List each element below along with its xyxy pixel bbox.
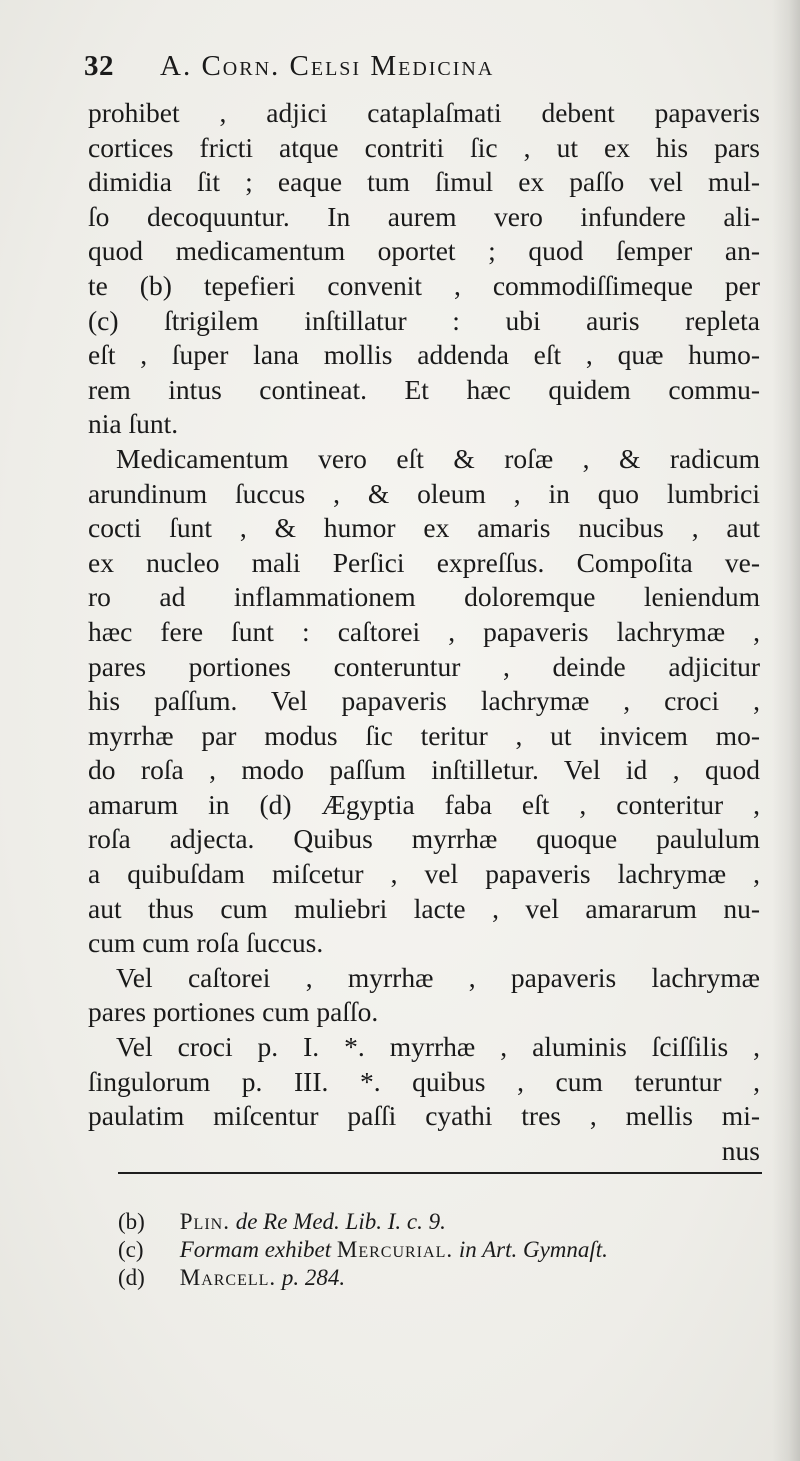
footnote-rule (118, 1172, 762, 1174)
catchword: nus (721, 1134, 760, 1166)
text-line: his paſſum. Vel papaveris lachrymæ , croci , (88, 685, 760, 717)
text-line: do roſa , modo paſſum inſtilletur. Vel id , quod (88, 754, 760, 786)
text-line: cum cum roſa ſuccus. (88, 927, 324, 959)
text-line: prohibet , adjici cataplaſmati debent papaveris (88, 97, 760, 128)
text-line: amarum in (d) Ægyptia faba eſt , conteritur , (88, 788, 760, 820)
text-line: (c) ſtrigilem inſtillatur : ubi auris repleta (88, 304, 760, 336)
text-line: paulatim miſcentur paſſi cyathi tres , mellis mi- (88, 1100, 760, 1132)
text-line: a quibuſdam miſcetur , vel papaveris lachrymæ , (88, 858, 760, 890)
text-line: roſa adjecta. Quibus myrrhæ quoque paululum (88, 823, 760, 855)
footnotes (118, 1208, 768, 1292)
text-line: arundinum ſuccus , & oleum , in quo lumbrici (88, 477, 760, 509)
paragraph-start-line: Vel croci p. I. *. myrrhæ , aluminis ſciſſilis , (116, 1031, 760, 1063)
text-line: ro ad inflammationem doloremque leniendum (88, 581, 760, 613)
text-line: ſo decoquuntur. In aurem vero infundere ali- (88, 200, 760, 232)
text-line: dimidia ſit ; eaque tum ſimul ex paſſo vel mul- (88, 166, 760, 198)
text-line: aut thus cum muliebri lacte , vel amararum nu- (88, 892, 760, 924)
text-line: pares portiones cum paſſo. (88, 996, 379, 1028)
footnote-author: Plin. (179, 1209, 230, 1234)
footnote-marker: (b) (118, 1209, 145, 1234)
text-line: ſingulorum p. III. *. quibus , cum teruntur , (88, 1065, 760, 1097)
text-line: te (b) tepefieri convenit , commodiſſimeque per (88, 269, 760, 301)
footnote-marker: (d) (118, 1265, 145, 1290)
page-gutter-shadow (772, 0, 800, 1461)
page-header (84, 50, 764, 90)
text-line: cocti ſunt , & humor ex amaris nucibus , aut (88, 512, 760, 544)
text-line: myrrhæ par modus ſic teritur , ut invicem mo- (88, 719, 760, 751)
text-line: rem intus contineat. Et hæc quidem commu- (88, 373, 760, 405)
body-text (88, 96, 760, 1168)
text-line: hæc fere ſunt : caſtorei , papaveris lachrymæ , (88, 615, 760, 647)
page-number: 32 (84, 50, 114, 82)
footnote-author: Mercurial. (336, 1237, 454, 1262)
footnote-text: Formam exhibet (179, 1237, 332, 1262)
running-head: A. Corn. Celsi Medicina (160, 50, 495, 82)
footnote-marker: (c) (118, 1237, 144, 1262)
text-line: quod medicamentum oportet ; quod ſemper an- (88, 235, 760, 267)
text-line: pares portiones conteruntur , deinde adjicitur (88, 650, 760, 682)
footnote-b (118, 1208, 768, 1236)
footnote-text: in Art. Gymnaſt. (458, 1237, 608, 1262)
footnote-text: p. 284. (281, 1265, 346, 1290)
footnote-c (118, 1236, 768, 1264)
text-line: cortices fricti atque contriti ſic , ut ex his pars (88, 131, 760, 163)
paragraph-start-line: Vel caſtorei , myrrhæ , papaveris lachrymæ (116, 961, 760, 993)
text-line: nia ſunt. (88, 408, 179, 440)
paragraph-start-line: Medicamentum vero eſt & roſæ , & radicum (116, 442, 760, 474)
footnote-d (118, 1264, 768, 1292)
footnote-author: Marcell. (179, 1265, 277, 1290)
footnote-text: de Re Med. Lib. I. c. 9. (235, 1209, 446, 1234)
text-line: ex nucleo mali Perſici expreſſus. Compoſita ve- (88, 546, 760, 578)
text-line: eſt , ſuper lana mollis addenda eſt , quæ humo- (88, 339, 760, 371)
